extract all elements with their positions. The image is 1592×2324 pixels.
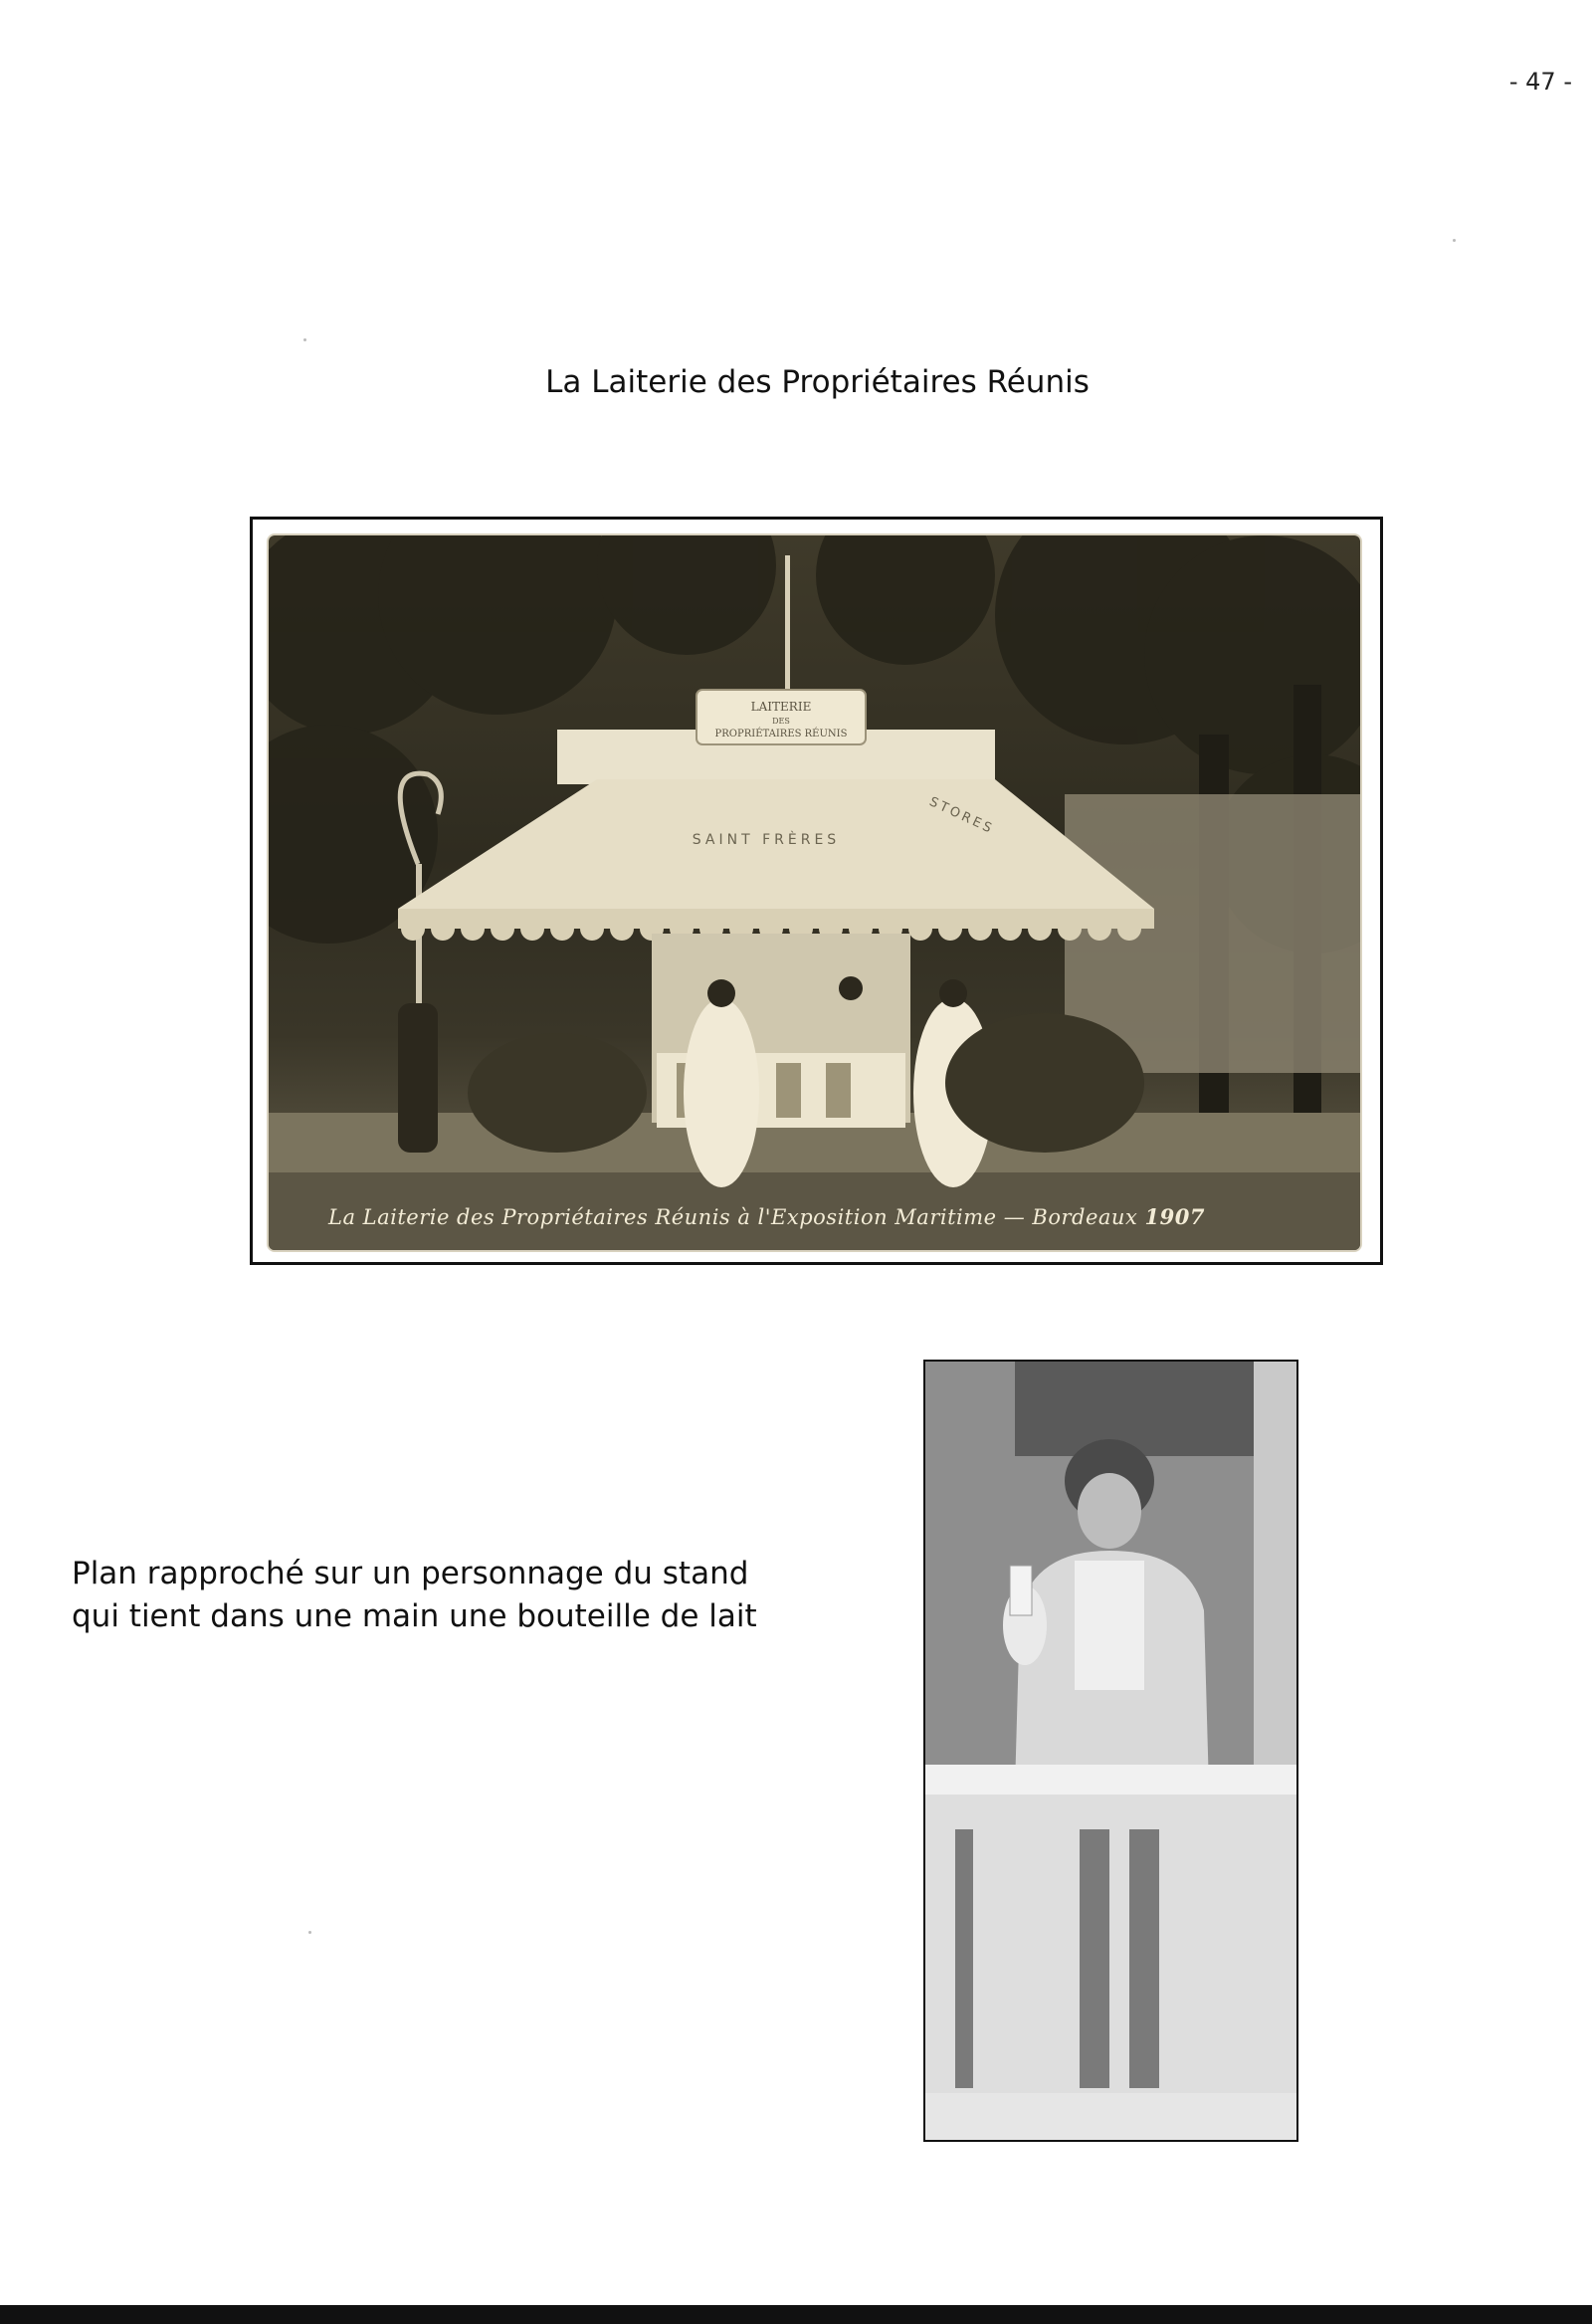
scan-speck	[303, 338, 306, 341]
page-title: La Laiterie des Propriétaires Réunis	[545, 364, 1090, 400]
postcard-caption	[328, 1204, 1323, 1229]
closeup-illustration	[925, 1362, 1296, 2140]
closeup-caption-line-2: qui tient dans une main une bouteille de lait	[72, 1598, 757, 1634]
closeup-photo	[923, 1360, 1298, 2142]
page-number: - 47 -	[1508, 68, 1572, 96]
postcard-photo	[269, 535, 1360, 1250]
kiosk-illustration	[269, 535, 1360, 1250]
scan-speck	[1453, 239, 1456, 242]
sign-line-3: PROPRIÉTAIRES RÉUNIS	[714, 729, 848, 739]
postcard-frame	[250, 517, 1383, 1265]
sign-line-2: DES	[772, 717, 790, 726]
closeup-caption	[72, 1553, 828, 1638]
closeup-caption-line-1: Plan rapproché sur un personnage du stand	[72, 1556, 749, 1591]
scan-bottom-edge	[0, 2305, 1592, 2324]
scan-speck	[308, 1931, 311, 1934]
awning-side-text: STORES	[926, 794, 997, 838]
postcard-caption-year: 1907	[1144, 1204, 1205, 1229]
awning-text: SAINT FRÈRES	[692, 832, 841, 848]
sign-line-1: LAITERIE	[750, 700, 812, 714]
postcard-caption-text: La Laiterie des Propriétaires Réunis à l'Exposition Maritime — Bordeaux	[328, 1205, 1138, 1229]
